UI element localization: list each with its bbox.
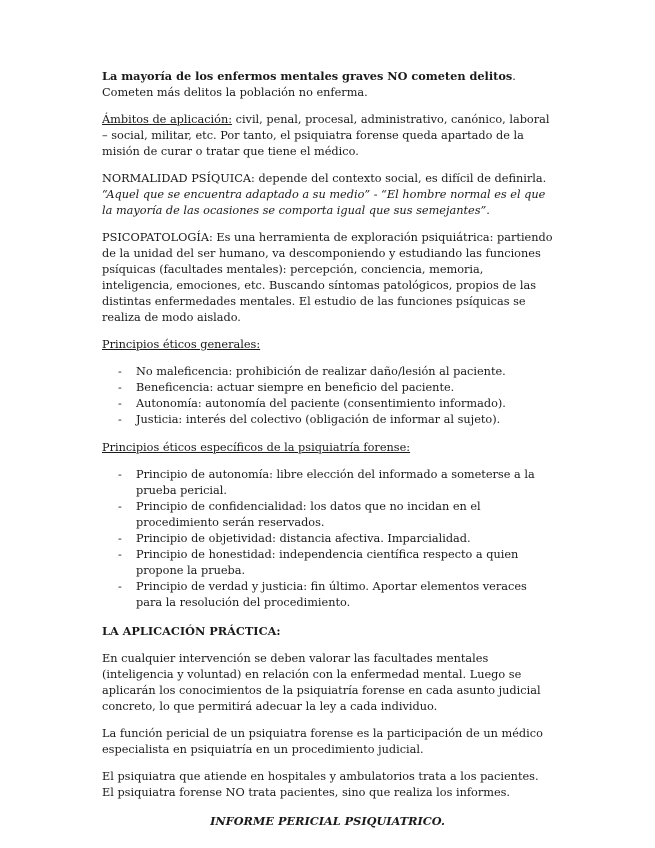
paragraph-funcion-pericial: La función pericial de un psiquiatra forense es la participación de un médico especialista en psiquiatría en un procedimiento judicial. bbox=[102, 727, 543, 756]
ambitos-text: civil, penal, procesal, administrativo, canónico, laboral – social, militar, etc. Por tanto, el psiquiatra forense queda apartado de la misión de curar o tratar que tiene el médico. bbox=[102, 113, 550, 158]
paragraph-normalidad bbox=[102, 171, 553, 219]
paragraph-ambitos bbox=[102, 112, 553, 160]
report-title: INFORME PERICIAL PSIQUIATRICO. bbox=[210, 814, 445, 828]
list-item: - Autonomía: autonomía del paciente (consentimiento informado). bbox=[102, 396, 553, 412]
normalidad-text: NORMALIDAD PSÍQUICA: depende del contexto social, es difícil de definirla. bbox=[102, 172, 547, 185]
specific-principles-list bbox=[102, 467, 553, 611]
list-item: - Principio de objetividad: distancia afectiva. Imparcialidad. bbox=[102, 531, 553, 547]
list-item: - Principio de confidencialidad: los datos que no incidan en el procedimiento serán reservados. bbox=[102, 499, 553, 531]
paragraph-intro bbox=[102, 68, 553, 101]
intro-rest: . Cometen más delitos la población no enferma. bbox=[102, 70, 516, 99]
list-item: - Principio de verdad y justicia: fin último. Aportar elementos veraces para la resolución del procedimiento. bbox=[102, 579, 553, 611]
normalidad-end: . bbox=[486, 204, 490, 217]
list-item: - Justicia: interés del colectivo (obligación de informar al sujeto). bbox=[102, 412, 553, 428]
intro-bold: La mayoría de los enfermos mentales graves NO cometen delitos bbox=[102, 69, 513, 83]
general-principles-list bbox=[102, 364, 553, 428]
specific-principles-title: Principios éticos específicos de la psiquiatría forense: bbox=[102, 441, 411, 454]
paragraph-psiquiatra: El psiquiatra que atiende en hospitales y ambulatorios trata a los pacientes. El psiquiatra forense NO trata pacientes, sino que realiza los informes. bbox=[102, 770, 539, 799]
list-item: - No maleficencia: prohibición de realizar daño/lesión al paciente. bbox=[102, 364, 553, 380]
normalidad-quote: “Aquel que se encuentra adaptado a su medio” - “El hombre normal es el que la mayoría de las ocasiones se comporta igual que sus semejantes” bbox=[102, 188, 546, 217]
section-heading: LA APLICACIÓN PRÁCTICA: bbox=[102, 624, 281, 638]
ambitos-label: Ámbitos de aplicación: bbox=[102, 113, 233, 126]
paragraph-intervencion: En cualquier intervención se deben valorar las facultades mentales (inteligencia y voluntad) en relación con la enfermedad mental. Luego se aplicarán los conocimientos de la psiquiatría forense en cada asunto judicial concreto, lo que permitirá adecuar la ley a cada individuo. bbox=[102, 652, 541, 713]
general-principles-title: Principios éticos generales: bbox=[102, 338, 261, 351]
paragraph-psicopatologia: PSICOPATOLOGÍA: Es una herramienta de exploración psiquiátrica: partiendo de la unidad del ser humano, va descomponiendo y estudiando las funciones psíquicas (facultades mentales): percepción, conciencia, memoria, inteligencia, emociones, etc. Buscando síntomas patológicos, propios de las distintas enfermedades mentales. El estudio de las funciones psíquicas se realiza de modo aislado. bbox=[102, 231, 553, 324]
list-item: - Principio de honestidad: independencia científica respecto a quien propone la prueba. bbox=[102, 547, 553, 579]
list-item: - Beneficencia: actuar siempre en beneficio del paciente. bbox=[102, 380, 553, 396]
list-item: - Principio de autonomía: libre elección del informado a someterse a la prueba pericial. bbox=[102, 467, 553, 499]
